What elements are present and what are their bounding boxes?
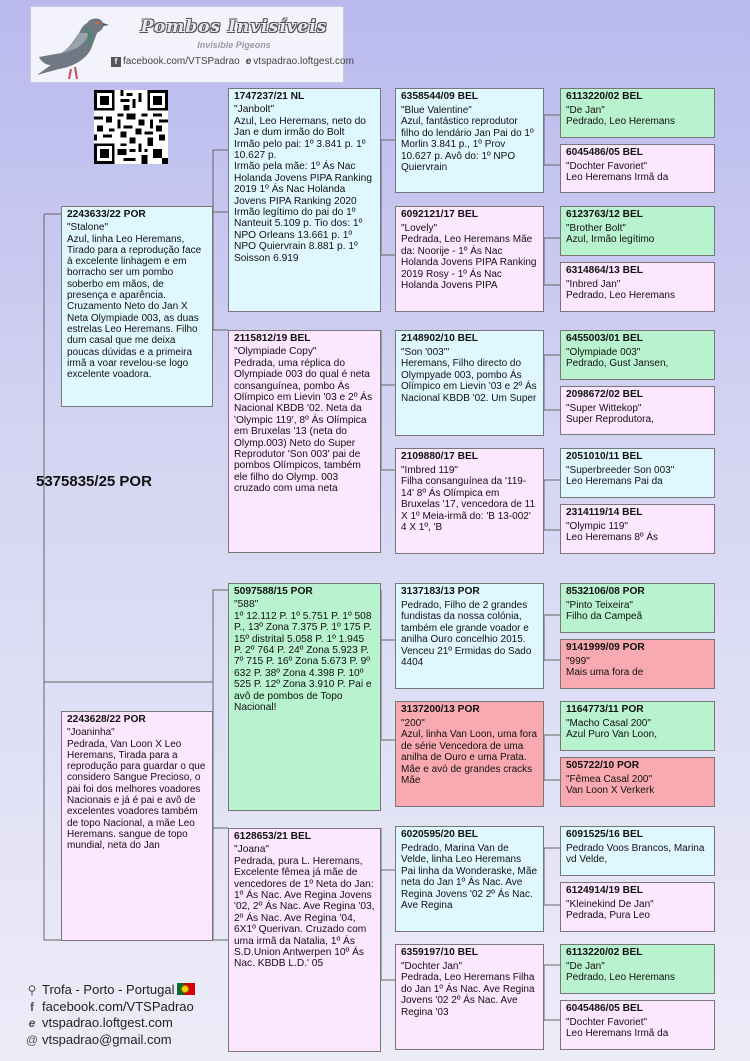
gg-card-8[interactable]: [395, 944, 544, 1050]
dam-desc: Pedrada, Van Loon X Leo Heremans, Tirada para a reprodução para guardar o que considero Sangue Precioso, o pai foi dos melhores voadores Nacionais e já é pai e avô de excelentes voadores também de topo Nacional, a mãe Leo Heremans. sangue de topo mundial, neta do Jan: [67, 738, 206, 852]
card-name: "De Jan": [566, 104, 605, 116]
card-desc: Pedrado, Marina Van de Velde, linha Leo Heremans Pai linha da Wonderaske, Mãe neta do Jan 1º Ás Nac. Ave Regina Jovens '02 2º Ás Nac. Ave Regina: [401, 842, 538, 911]
card-desc: Azul, Irmão legítimo: [566, 234, 655, 245]
facebook-icon: f: [30, 999, 34, 1014]
card-ring: 6092121/17 BEL: [401, 209, 479, 220]
g4-card-10[interactable]: [560, 639, 715, 689]
granddam-dam-card[interactable]: [228, 828, 381, 1052]
card-name: "Macho Casal 200": [566, 717, 651, 729]
contact-facebook-link[interactable]: facebook.com/VTSPadrao: [42, 998, 194, 1014]
sire-desc: Azul, linha Leo Heremans, Tirado para a reprodução face à excelente linhagem e em borracho ser um pombo soberbo em mãos, de presença e aparência. Cruzamento Neto do Jan X Neta Olympiade 003, as duas estrelas Leo Heremans. Filho dum casal que me deixa poucas dúvidas e a primeira irmã a voar revelou-se logo excelente voadora.: [67, 233, 202, 381]
card-desc: Van Loon X Verkerk: [566, 785, 655, 796]
sire-ring: 2243633/22 POR: [67, 209, 146, 220]
card-desc: Leo Heremans Pai da: [566, 476, 663, 487]
website-icon: e: [28, 1016, 36, 1030]
contact-location: Trofa - Porto - Portugal: [42, 982, 175, 997]
dam-name: "Joaninha": [67, 727, 115, 739]
card-name: "Joana": [234, 844, 269, 856]
card-ring: 1747237/21 NL: [234, 91, 305, 102]
gg-card-4[interactable]: [395, 448, 544, 554]
card-ring: 9141999/09 POR: [566, 642, 645, 653]
card-ring: 6020595/20 BEL: [401, 829, 479, 840]
dam-ring: 2243628/22 POR: [67, 714, 146, 725]
card-desc: Pedrada, Leo Heremans Filha do Jan 1º Ás Nac. Ave Regina Jovens '02 2º Ás Nac. Ave Regina '03: [401, 972, 535, 1018]
gg-card-5[interactable]: [395, 583, 544, 689]
card-ring: 6128653/21 BEL: [234, 831, 312, 842]
card-name: "588": [234, 599, 259, 611]
card-name: "999": [566, 655, 590, 667]
facebook-icon: f: [111, 57, 121, 67]
brand-site-link[interactable]: vtspadrao.loftgest.com: [253, 56, 354, 67]
card-name: "Dochter Favoriet": [566, 160, 648, 172]
brand-subtitle: Invisible Pigeons: [197, 40, 271, 50]
g4-card-9[interactable]: [560, 583, 715, 633]
card-desc: Azul, linha Van Loon, uma fora de série Vencedora de uma anilha de Ouro e uma Prata. Mãe e avó de grandes cracks Mãe: [401, 729, 538, 786]
card-ring: 2148902/10 BEL: [401, 333, 479, 344]
card-ring: 8532106/08 POR: [566, 586, 645, 597]
gg-card-6[interactable]: [395, 701, 544, 807]
grandsire-dam-card[interactable]: [228, 583, 381, 811]
g4-card-8[interactable]: [560, 504, 715, 554]
g4-card-13[interactable]: [560, 826, 715, 876]
card-name: "200": [401, 717, 425, 729]
card-ring: 2314119/14 BEL: [566, 507, 643, 518]
card-name: "Fêmea Casal 200": [566, 773, 653, 785]
sire-name: "Stalone": [67, 222, 109, 234]
card-ring: 6358544/09 BEL: [401, 91, 479, 102]
g4-card-2[interactable]: [560, 144, 715, 193]
g4-card-1[interactable]: [560, 88, 715, 138]
portugal-flag-icon: [177, 983, 195, 995]
g4-card-11[interactable]: [560, 701, 715, 751]
card-name: "Janbolt": [234, 104, 275, 116]
card-desc: Pedrado Voos Brancos, Marina vd Velde,: [566, 842, 705, 865]
card-desc: Heremans, Filho directo do Olympyade 003, pombo Ás Olímpico em Lievin '03 e 2º Ás Nacional KBDB '02. Um Super: [401, 358, 537, 404]
brand-facebook-link[interactable]: facebook.com/VTSPadrao: [123, 56, 240, 67]
site-icon: e: [245, 56, 252, 67]
contact-block: [24, 982, 195, 1048]
card-desc: Azul, Leo Heremans, neto do Jan e dum irmão do Bolt Irmão pelo pai: 1º 3.841 p. 1º 10.627 p. Irmão pela mãe: 1º Ás Nac Holanda Jovens PIPA Ranking 2019 1º Ás Nac Holanda Jovens PIPA Ranking 2020 Irmão legítimo do pai do 1º Nanteuit 5.109 p. Tio dos: 1º NPO Orleans 13.661 p. 1º NPO Quiervrain 8.881 p. 1º Soisson 6.919: [234, 115, 372, 264]
card-ring: 505722/10 POR: [566, 760, 640, 771]
contact-site-link[interactable]: vtspadrao.loftgest.com: [42, 1015, 173, 1030]
card-desc: Super Reprodutora,: [566, 414, 654, 425]
card-desc: Pedrada, Pura Leo: [566, 910, 650, 921]
card-ring: 6359197/10 BEL: [401, 947, 479, 958]
g4-card-12[interactable]: [560, 757, 715, 807]
card-ring: 6124914/19 BEL: [566, 885, 644, 896]
g4-card-6[interactable]: [560, 386, 715, 435]
card-name: "Kleinekind De Jan": [566, 898, 654, 910]
dam-card[interactable]: [61, 711, 213, 941]
g4-card-16[interactable]: [560, 1000, 715, 1050]
card-ring: 6113220/02 BEL: [566, 947, 643, 958]
card-name: "Pinto Teixeira": [566, 599, 633, 611]
sire-card[interactable]: [61, 206, 213, 407]
g4-card-5[interactable]: [560, 330, 715, 380]
card-desc: Pedrado, Leo Heremans: [566, 116, 675, 127]
card-desc: Pedrada, pura L. Heremans, Excelente fêmea já mãe de vencedores de 1º Neta do Jan: 1º Ás Nac. Ave Regina Jovens '02, 2º Ás Nac. Ave Regina '03, 2º Ás Nac. Ave Regina '04, 6X1º Querivan. Cruzado com uma irmã da Natalia, 1º Ás S.D.Union Antwerpen 10º Ás Nac. KBDB L.D.' 05: [234, 855, 375, 970]
granddam-sire-card[interactable]: [228, 330, 381, 553]
card-name: "Super Wittekop": [566, 402, 642, 414]
card-name: "Dochter Favoriet": [566, 1016, 648, 1028]
card-ring: 6045486/05 BEL: [566, 147, 644, 158]
card-ring: 6123763/12 BEL: [566, 209, 644, 220]
card-name: "Imbred 119": [401, 464, 458, 476]
card-ring: 3137200/13 POR: [401, 704, 480, 715]
gg-card-2[interactable]: [395, 206, 544, 312]
grandsire-sire-card[interactable]: [228, 88, 381, 312]
card-desc: Pedrada, uma réplica do Olympiade 003 do qual é neta consanguínea, pombo Ás Olímpico em Lievin '03 e 2º Ás Nacional KBDB '02. Neta da 'Olympic 119', 8º Ás Olímpica em Bruxelas '13 (neta do Olymp.003) Neto do Super Reprodutor 'Son 003' pai de pombos Olímpicos, também ele filho do Olymp. 003 cruzado com uma neta: [234, 357, 373, 495]
card-name: "Inbred Jan": [566, 278, 621, 290]
card-desc: Pedrado, Leo Heremans: [566, 290, 675, 301]
g4-card-3[interactable]: [560, 206, 715, 256]
card-desc: 1º 12.112 P. 1º 5.751 P. 1º 508 P., 13º Zona 7.375 P. 1º 175 P. 15º distrital 5.058 P. 1º 1.945 P. 2º 764 P. 24º Zona 5.923 P. 7º 715 P. 16º Zona 5.673 P. 9º 632 P. 38º Zona 4.398 P. 10º 525 P. 12º Zona 3.910 P. Pai e avô de pombos de Topo Nacional!: [234, 610, 372, 714]
card-name: "Dochter Jan": [401, 960, 463, 972]
card-name: "Olympic 119": [566, 520, 628, 532]
card-name: "Lovely": [401, 222, 438, 234]
gg-card-1[interactable]: [395, 88, 544, 193]
card-desc: Pedrado, Gust Jansen,: [566, 358, 669, 369]
g4-card-15[interactable]: [560, 944, 715, 994]
card-name: "Olympiade 003": [566, 346, 641, 358]
card-ring: 3137183/13 POR: [401, 586, 480, 597]
card-ring: 6091525/16 BEL: [566, 829, 644, 840]
email-icon: @: [25, 1032, 39, 1047]
gg-card-7[interactable]: [395, 826, 544, 932]
card-ring: 6113220/02 BEL: [566, 91, 643, 102]
card-desc: Pedrada, Leo Heremans Mãe da: Noorije - 1º Ás Nac Holanda Jovens PIPA Ranking 2019 Rosy - 1º Ás Nac Holanda Jovens PIPA: [401, 234, 537, 291]
card-desc: Azul, fantástico reprodutor filho do lendário Jan Pai do 1º Morlin 3.841 p., 1º Prov 10.627 p. Avô do: 1º NPO Quiervrain: [401, 116, 534, 173]
card-name: "Brother Bolt": [566, 222, 626, 234]
contact-email-link[interactable]: vtspadrao@gmail.com: [42, 1031, 172, 1047]
card-ring: 2051010/11 BEL: [566, 451, 643, 462]
card-ring: 6314864/13 BEL: [566, 265, 644, 276]
gg-card-3[interactable]: [395, 330, 544, 436]
card-name: "Superbreeder Son 003": [566, 464, 675, 476]
card-ring: 6455003/01 BEL: [566, 333, 644, 344]
card-name: "Olympiade Copy": [234, 346, 317, 358]
card-ring: 2098672/02 BEL: [566, 389, 644, 400]
card-desc: Pedrado, Filho de 2 grandes fundistas da nossa colónia, também ele grande voador e anilha Ouro concelhio 2015. Venceu 21º Ermidas do Sado 4404: [401, 599, 532, 668]
card-ring: 2109880/17 BEL: [401, 451, 479, 462]
card-ring: 2115812/19 BEL: [234, 333, 311, 344]
brand-title: Pombos Invisíveis: [140, 17, 328, 37]
card-desc: Pedrado, Leo Heremans: [566, 972, 675, 983]
g4-card-14[interactable]: [560, 882, 715, 932]
card-ring: 5097588/15 POR: [234, 586, 313, 597]
card-desc: Leo Heremans Irmã da: [566, 1028, 669, 1039]
card-desc: Azul Puro Van Loon,: [566, 729, 657, 740]
card-desc: Mais uma fora de: [566, 667, 644, 678]
card-desc: Leo Heremans Irmã da: [566, 172, 669, 183]
card-desc: Leo Heremans 8º Ás: [566, 532, 659, 543]
card-ring: 6045486/05 BEL: [566, 1003, 644, 1014]
card-ring: 1164773/11 POR: [566, 704, 644, 715]
card-name: "Son '003'": [401, 346, 450, 358]
location-pin-icon: ⚲: [27, 983, 37, 997]
subject-ring: 5375835/25 POR: [36, 473, 152, 490]
card-name: "De Jan": [566, 960, 605, 972]
g4-card-7[interactable]: [560, 448, 715, 498]
g4-card-4[interactable]: [560, 262, 715, 312]
card-desc: Filha consanguínea da '119-14' 8º Ás Olímpica em Bruxelas '17, vencedora de 11 X 1º Meia-irmã do: 'B 13-002' 4 X 1º, 'B: [401, 476, 536, 533]
card-name: "Blue Valentine": [401, 104, 472, 116]
card-desc: Filho da Campeã: [566, 611, 643, 622]
